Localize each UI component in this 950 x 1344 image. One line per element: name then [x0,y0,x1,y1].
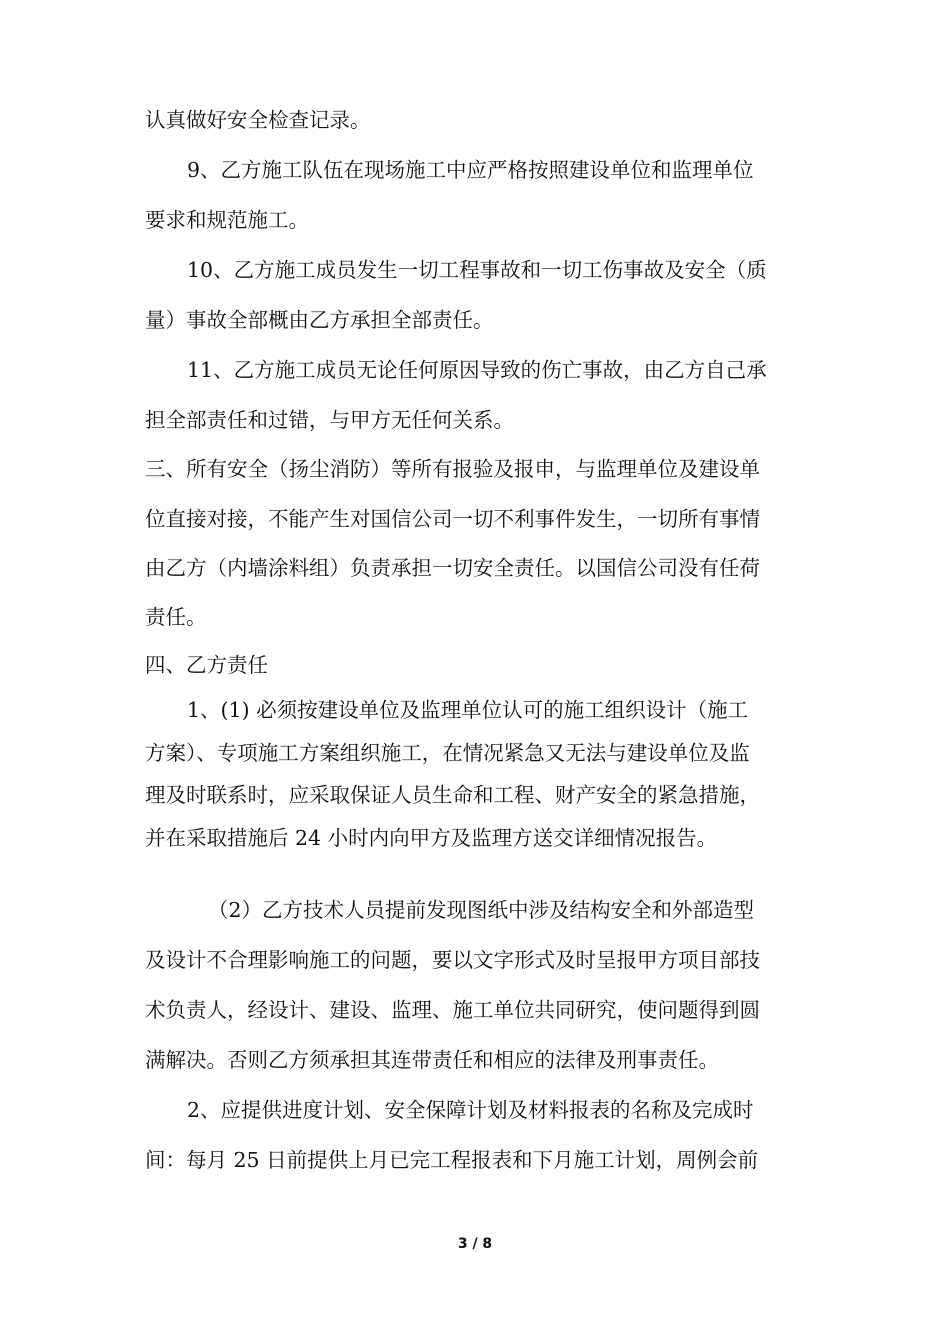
text-line: 担全部责任和过错，与甲方无任何关系。 [145,408,514,432]
text-line: 10、乙方施工成员发生一切工程事故和一切工伤事故及安全（质 [187,258,767,282]
text-line: 责任。 [145,605,207,629]
page-number: 3 / 8 [457,1236,493,1252]
text-line: 量）事故全部概由乙方承担全部责任。 [145,308,494,332]
text-line: 三、所有安全（扬尘消防）等所有报验及报申，与监理单位及建设单 [145,457,760,481]
text-line: 间：每月 25 日前提供上月已完工程报表和下月施工计划，周例会前 [145,1148,759,1172]
text-line: 方案）、专项施工方案组织施工，在情况紧急又无法与建设单位及监 [145,741,750,765]
text-line: 1、(1) 必须按建设单位及监理单位认可的施工组织设计（施工 [187,698,749,722]
text-line: 术负责人，经设计、建设、监理、施工单位共同研究，使问题得到圆 [145,998,760,1022]
text-line: 2、应提供进度计划、安全保障计划及材料报表的名称及完成时 [187,1098,754,1122]
text-line: 要求和规范施工。 [145,208,309,232]
text-line: 由乙方（内墙涂料组）负责承担一切安全责任。以国信公司没有任荷 [145,556,760,580]
section-heading: 四、乙方责任 [145,653,268,677]
text-line: 位直接对接，不能产生对国信公司一切不利事件发生，一切所有事情 [145,507,760,531]
text-line: 11、乙方施工成员无论任何原因导致的伤亡事故，由乙方自己承 [187,358,767,382]
text-line: 9、乙方施工队伍在现场施工中应严格按照建设单位和监理单位 [187,158,754,182]
text-line: 及设计不合理影响施工的问题，要以文字形式及时呈报甲方项目部技 [145,948,760,972]
text-line: （2）乙方技术人员提前发现图纸中涉及结构安全和外部造型 [208,898,755,922]
text-line: 理及时联系时，应采取保证人员生命和工程、财产安全的紧急措施， [145,783,760,807]
text-line: 满解决。否则乙方须承担其连带责任和相应的法律及刑事责任。 [145,1048,719,1072]
text-line: 并在采取措施后 24 小时内向甲方及监理方送交详细情况报告。 [145,826,718,850]
text-line: 认真做好安全检查记录。 [145,108,371,132]
